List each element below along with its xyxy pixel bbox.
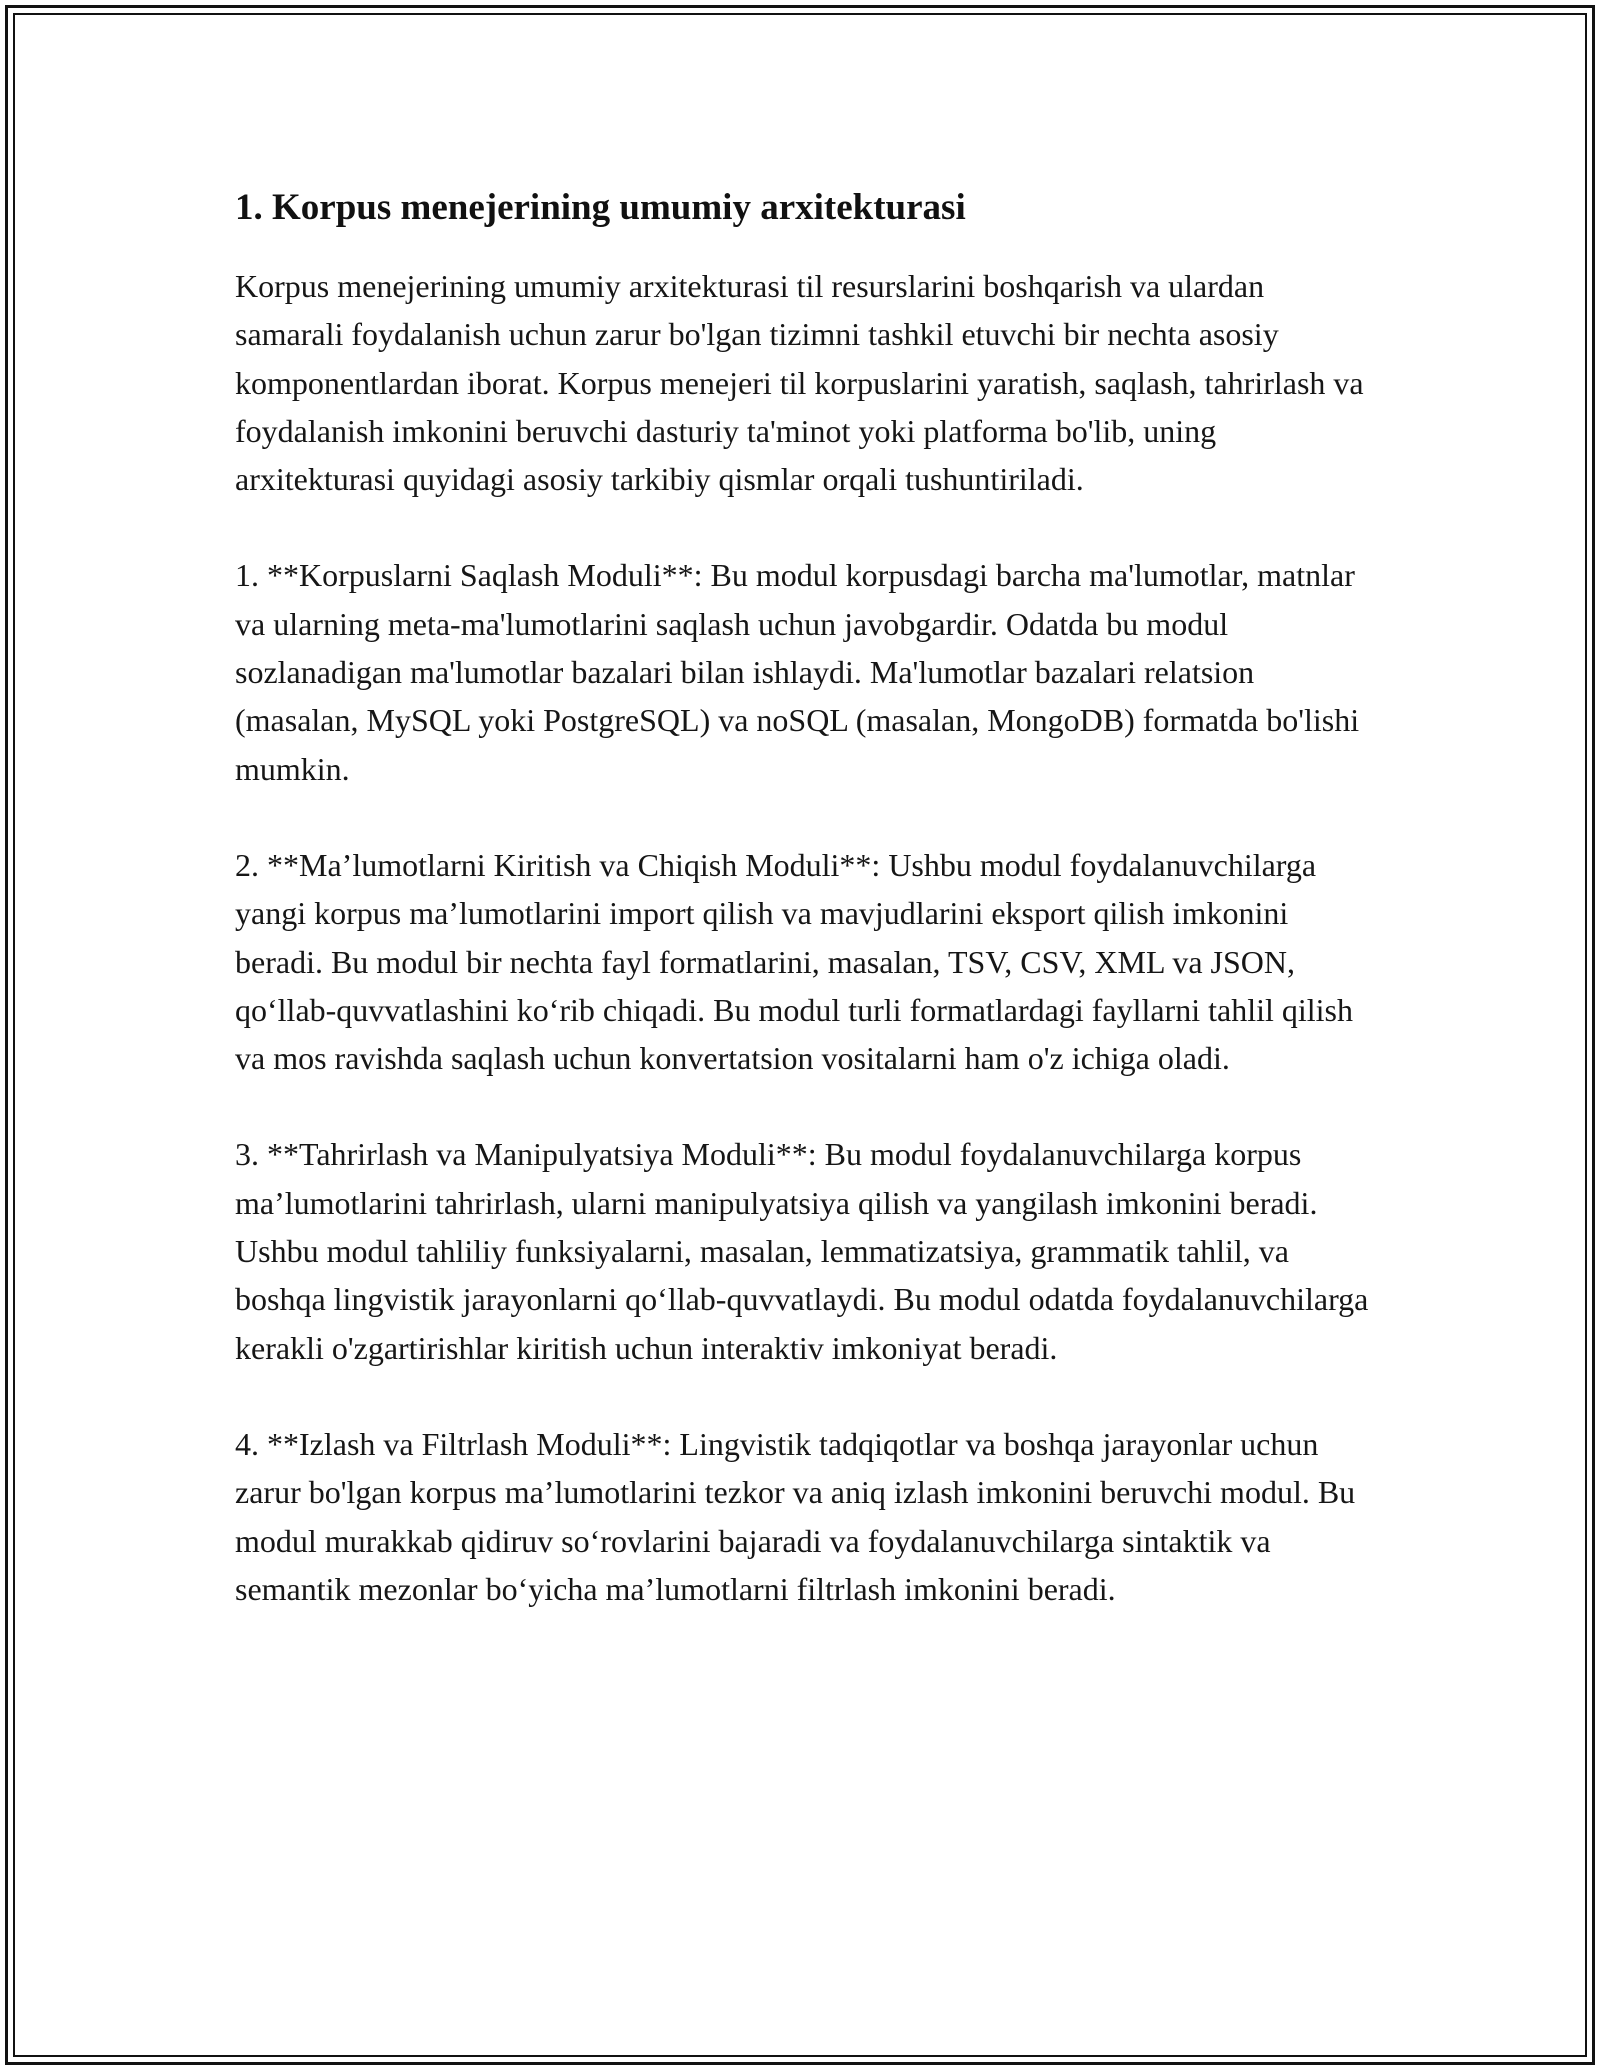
list-item-io-module: 2. **Ma’lumotlarni Kiritish va Chiqish Moduli**: Ushbu modul foydalanuvchilarga yangi korpus ma’lumotlarini import qilish va mavjudlarini eksport qilish imkonini beradi. Bu modul bir nechta fayl formatlarini, masalan, TSV, CSV, XML va JSON, qo‘llab-quvvatlashini ko‘rib chiqadi. Bu modul turli formatlardagi fayllarni tahlil qilish va mos ravishda saqlash uchun konvertatsion vositalarni ham o'z ichiga oladi. [235,846,1353,1077]
list-item-storage-module: 1. **Korpuslarni Saqlash Moduli**: Bu modul korpusdagi barcha ma'lumotlar, matnlar va ularning meta-ma'lumotlarini saqlash uchun javobgardir. Odatda bu modul sozlanadigan ma'lumotlar bazalari bilan ishlaydi. Ma'lumotlar bazalari relatsion (masalan, MySQL yoki PostgreSQL) va noSQL (masalan, MongoDB) formatda bo'lishi mumkin. [235,557,1360,787]
intro-paragraph: Korpus menejerining umumiy arxitekturasi til resurslarini boshqarish va ulardan samarali foydalanish uchun zarur bo'lgan tizimni tashkil etuvchi bir nechta asosiy komponentlardan iborat. Korpus menejeri til korpuslarini yaratish, saqlash, tahrirlash va foydalanish imkonini beruvchi dasturiy ta'minot yoki platforma bo'lib, uning arxitekturasi quyidagi asosiy tarkibiy qismlar orqali tushuntiriladi. [235,268,1364,498]
document-body [235,184,1375,1661]
section-heading: 1. Korpus menejerining umumiy arxitekturasi [235,187,966,228]
list-item-search-module: 4. **Izlash va Filtrlash Moduli**: Lingvistik tadqiqotlar va boshqa jarayonlar uchun zarur bo'lgan korpus ma’lumotlarini tezkor va aniq izlash imkonini beruvchi modul. Bu modul murakkab qidiruv so‘rovlarini bajaradi va foydalanuvchilarga sintaktik va semantik mezonlar bo‘yicha ma’lumotlarni filtrlash imkonini beradi. [235,1425,1356,1607]
list-item-editing-module: 3. **Tahrirlash va Manipulyatsiya Moduli**: Bu modul foydalanuvchilarga korpus ma’lumotlarini tahrirlash, ularni manipulyatsiya qilish va yangilash imkonini beradi. Ushbu modul tahliliy funksiyalarni, masalan, lemmatizatsiya, grammatik tahlil, va boshqa lingvistik jarayonlarni qo‘llab-quvvatlaydi. Bu modul odatda foydalanuvchilarga kerakli o'zgartirishlar kiritish uchun interaktiv imkoniyat beradi. [235,1136,1369,1366]
